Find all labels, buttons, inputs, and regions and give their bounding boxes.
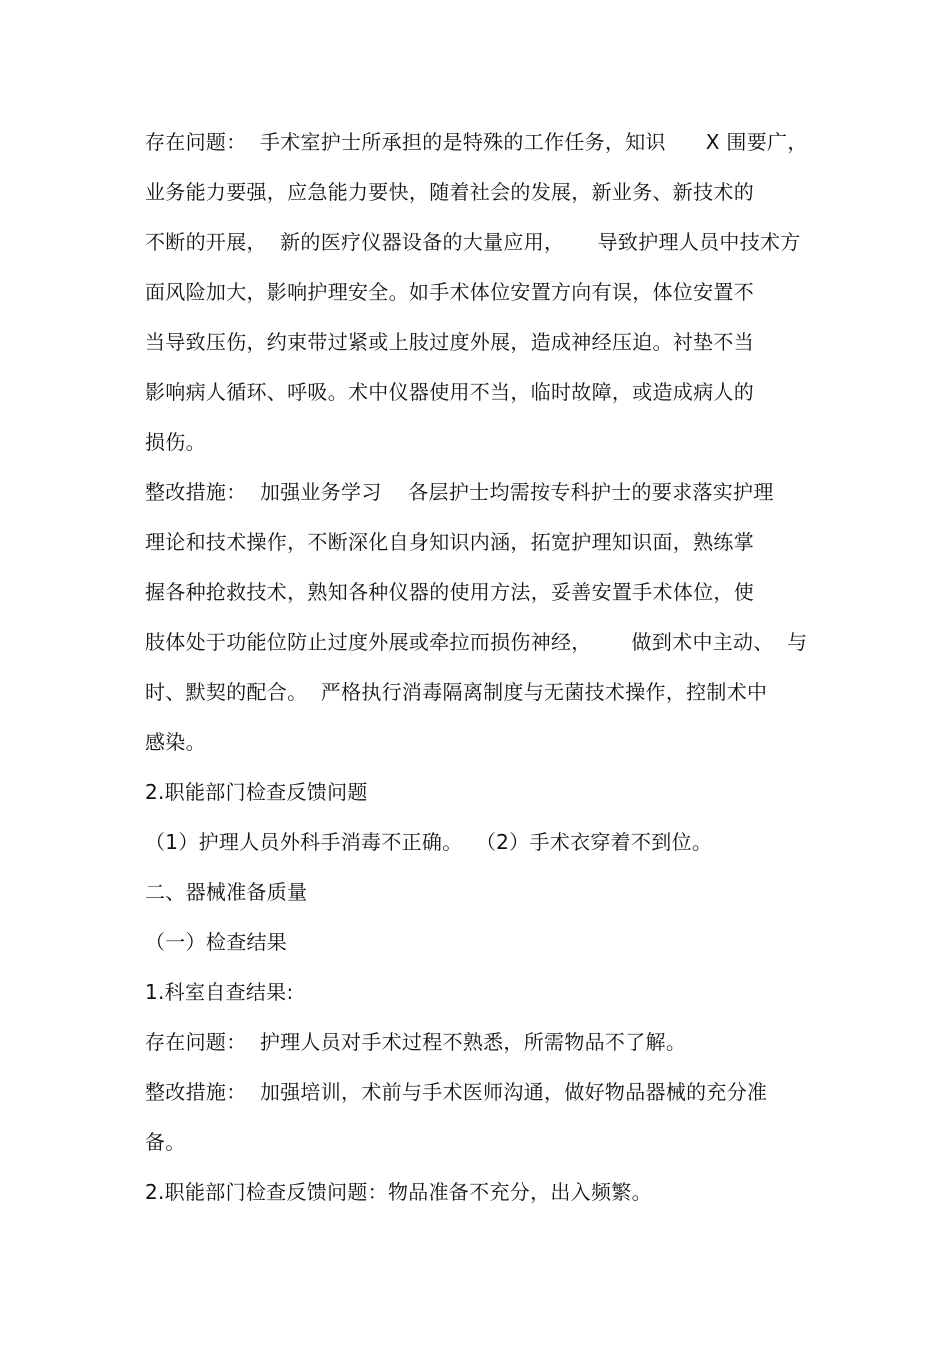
- text-line: 存在问题： 护理人员对手术过程不熟悉，所需物品不了解。: [145, 1030, 687, 1054]
- text-line: 面风险加大，影响护理安全。如手术体位安置方向有误，体位安置不: [145, 280, 754, 304]
- text-line: 存在问题： 手术室护士所承担的是特殊的工作任务，知识 X 围要广，: [145, 130, 808, 154]
- text-line: 备。: [145, 1130, 186, 1154]
- text-line: 当导致压伤，约束带过紧或上肢过度外展，造成神经压迫。衬垫不当: [145, 330, 754, 354]
- text-line: 整改措施： 加强培训，术前与手术医师沟通，做好物品器械的充分准: [145, 1080, 768, 1104]
- text-line: 整改措施： 加强业务学习 各层护士均需按专科护士的要求落实护理: [145, 480, 774, 504]
- text-line: 不断的开展， 新的医疗仪器设备的大量应用， 导致护理人员中技术方: [145, 230, 801, 254]
- text-line: 时、默契的配合。 严格执行消毒隔离制度与无菌技术操作，控制术中: [145, 680, 768, 704]
- text-line: 损伤。: [145, 430, 206, 454]
- section-heading: （一）检查结果: [145, 930, 288, 954]
- text-line: 肢体处于功能位防止过度外展或牵拉而损伤神经， 做到术中主动、 与: [145, 630, 808, 654]
- section-heading: 二、器械准备质量: [145, 880, 308, 904]
- section-heading: 1.科室自查结果:: [145, 980, 294, 1004]
- text-line: 业务能力要强，应急能力要快，随着社会的发展，新业务、新技术的: [145, 180, 754, 204]
- text-line: 影响病人循环、呼吸。术中仪器使用不当，临时故障，或造成病人的: [145, 380, 754, 404]
- text-line: 感染。: [145, 730, 206, 754]
- text-line: 理论和技术操作，不断深化自身知识内涵，拓宽护理知识面，熟练掌: [145, 530, 754, 554]
- text-line: 2.职能部门检查反馈问题：物品准备不充分，出入频繁。: [145, 1180, 652, 1204]
- text-line: （1）护理人员外科手消毒不正确。 （2）手术衣穿着不到位。: [145, 830, 713, 854]
- text-line: 握各种抢救技术，熟知各种仪器的使用方法，妥善安置手术体位，使: [145, 580, 754, 604]
- section-heading: 2.职能部门检查反馈问题: [145, 780, 368, 804]
